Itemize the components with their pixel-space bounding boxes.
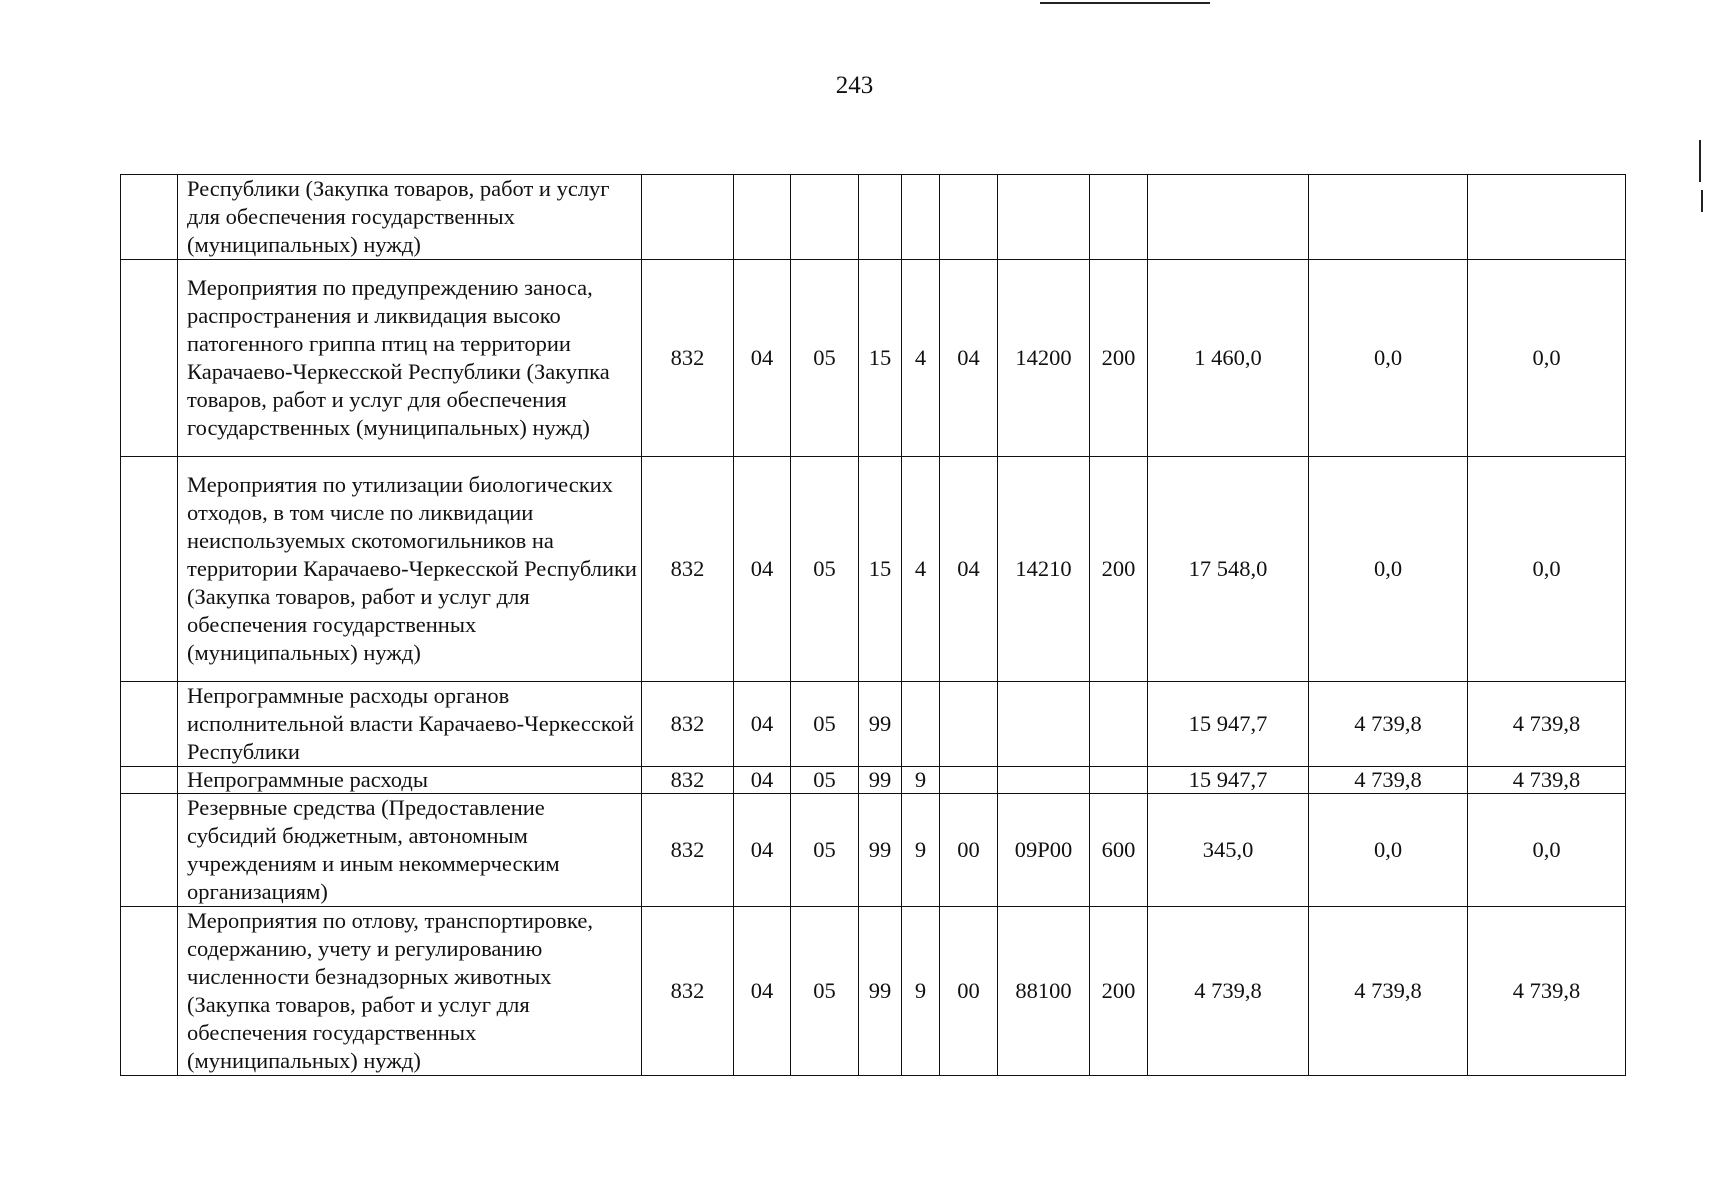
code-subsection-cell: 05	[791, 767, 859, 794]
description-cell: Непрограммные расходы органов исполнительной власти Карачаево-Черкесской Республики	[178, 682, 642, 767]
amount-year1-cell: 345,0	[1148, 794, 1309, 907]
table-row	[121, 907, 1626, 1076]
code-activity-cell: 00	[940, 907, 998, 1076]
code-activity-cell: 00	[940, 794, 998, 907]
code-program-cell: 99	[859, 682, 902, 767]
description-cell: Непрограммные расходы	[178, 767, 642, 794]
code-direction-cell: 09Р00	[998, 794, 1090, 907]
code-direction-cell	[998, 767, 1090, 794]
description-cell: Резервные средства (Предоставление субсидий бюджетным, автономным учреждениям и иным некоммерческим организациям)	[178, 794, 642, 907]
table-row	[121, 682, 1626, 767]
code-activity-cell: 04	[940, 457, 998, 682]
amount-year1-cell: 15 947,7	[1148, 767, 1309, 794]
code-program-cell: 99	[859, 794, 902, 907]
table-body	[121, 175, 1626, 1076]
code-subsection-cell: 05	[791, 457, 859, 682]
row-index-cell	[121, 682, 178, 767]
amount-year2-cell: 0,0	[1309, 794, 1468, 907]
amount-year2-cell: 4 739,8	[1309, 907, 1468, 1076]
code-activity-cell	[940, 767, 998, 794]
code-section-cell: 04	[734, 457, 791, 682]
amount-year3-cell	[1468, 175, 1626, 260]
amount-year1-cell: 1 460,0	[1148, 260, 1309, 457]
amount-year2-cell	[1309, 175, 1468, 260]
amount-year3-cell: 0,0	[1468, 457, 1626, 682]
description-cell: Мероприятия по предупреждению заноса, распространения и ликвидация высоко патогенного гриппа птиц на территории Карачаево-Черкесской Республики (Закупка товаров, работ и услуг для обеспечения государственных (муниципальных) нужд)	[178, 260, 642, 457]
amount-year1-cell: 17 548,0	[1148, 457, 1309, 682]
scan-artifact-top	[1040, 2, 1210, 4]
code-direction-cell: 14210	[998, 457, 1090, 682]
page-number: 243	[835, 72, 874, 99]
code-subprogram-cell: 9	[902, 767, 940, 794]
code-subprogram-cell: 9	[902, 907, 940, 1076]
code-ministry-cell: 832	[642, 260, 734, 457]
code-direction-cell: 14200	[998, 260, 1090, 457]
code-subsection-cell: 05	[791, 907, 859, 1076]
amount-year3-cell: 4 739,8	[1468, 907, 1626, 1076]
code-expense-type-cell	[1090, 682, 1148, 767]
row-index-cell	[121, 260, 178, 457]
code-expense-type-cell	[1090, 175, 1148, 260]
code-expense-type-cell	[1090, 767, 1148, 794]
code-subprogram-cell	[902, 175, 940, 260]
table-row	[121, 794, 1626, 907]
code-program-cell	[859, 175, 902, 260]
description-cell: Мероприятия по отлову, транспортировке, содержанию, учету и регулированию численности безнадзорных животных (Закупка товаров, работ и услуг для обеспечения государственных (муниципальных) нужд)	[178, 907, 642, 1076]
scan-artifact-right	[1699, 140, 1701, 182]
table-row	[121, 175, 1626, 260]
amount-year3-cell: 4 739,8	[1468, 767, 1626, 794]
code-expense-type-cell: 200	[1090, 260, 1148, 457]
code-expense-type-cell: 200	[1090, 907, 1148, 1076]
code-program-cell: 15	[859, 457, 902, 682]
row-index-cell	[121, 457, 178, 682]
code-ministry-cell: 832	[642, 794, 734, 907]
table-row	[121, 767, 1626, 794]
code-activity-cell	[940, 682, 998, 767]
code-subsection-cell	[791, 175, 859, 260]
amount-year2-cell: 0,0	[1309, 457, 1468, 682]
amount-year1-cell	[1148, 175, 1309, 260]
amount-year3-cell: 4 739,8	[1468, 682, 1626, 767]
code-section-cell	[734, 175, 791, 260]
amount-year3-cell: 0,0	[1468, 794, 1626, 907]
code-activity-cell: 04	[940, 260, 998, 457]
budget-table	[120, 174, 1626, 1076]
code-section-cell: 04	[734, 260, 791, 457]
scan-artifact-right-2	[1701, 190, 1703, 212]
code-program-cell: 99	[859, 907, 902, 1076]
code-ministry-cell: 832	[642, 767, 734, 794]
code-expense-type-cell: 600	[1090, 794, 1148, 907]
code-direction-cell: 88100	[998, 907, 1090, 1076]
code-subsection-cell: 05	[791, 260, 859, 457]
amount-year2-cell: 4 739,8	[1309, 767, 1468, 794]
code-section-cell: 04	[734, 767, 791, 794]
row-index-cell	[121, 767, 178, 794]
amount-year2-cell: 0,0	[1309, 260, 1468, 457]
code-ministry-cell: 832	[642, 907, 734, 1076]
code-program-cell: 15	[859, 260, 902, 457]
code-ministry-cell: 832	[642, 682, 734, 767]
code-direction-cell	[998, 682, 1090, 767]
amount-year3-cell: 0,0	[1468, 260, 1626, 457]
amount-year2-cell: 4 739,8	[1309, 682, 1468, 767]
code-subsection-cell: 05	[791, 794, 859, 907]
code-ministry-cell	[642, 175, 734, 260]
code-section-cell: 04	[734, 907, 791, 1076]
code-direction-cell	[998, 175, 1090, 260]
code-activity-cell	[940, 175, 998, 260]
code-subprogram-cell: 4	[902, 457, 940, 682]
row-index-cell	[121, 794, 178, 907]
description-cell: Мероприятия по утилизации биологических отходов, в том числе по ликвидации неиспользуемых скотомогильников на территории Карачаево-Черкесской Республики (Закупка товаров, работ и услуг для обеспечения государственных (муниципальных) нужд)	[178, 457, 642, 682]
description-cell: Республики (Закупка товаров, работ и услуг для обеспечения государственных (муниципальных) нужд)	[178, 175, 642, 260]
code-subprogram-cell: 4	[902, 260, 940, 457]
code-section-cell: 04	[734, 682, 791, 767]
code-section-cell: 04	[734, 794, 791, 907]
row-index-cell	[121, 907, 178, 1076]
table-row	[121, 457, 1626, 682]
code-subprogram-cell	[902, 682, 940, 767]
code-subsection-cell: 05	[791, 682, 859, 767]
code-subprogram-cell: 9	[902, 794, 940, 907]
amount-year1-cell: 4 739,8	[1148, 907, 1309, 1076]
table-row	[121, 260, 1626, 457]
row-index-cell	[121, 175, 178, 260]
code-ministry-cell: 832	[642, 457, 734, 682]
code-program-cell: 99	[859, 767, 902, 794]
amount-year1-cell: 15 947,7	[1148, 682, 1309, 767]
code-expense-type-cell: 200	[1090, 457, 1148, 682]
